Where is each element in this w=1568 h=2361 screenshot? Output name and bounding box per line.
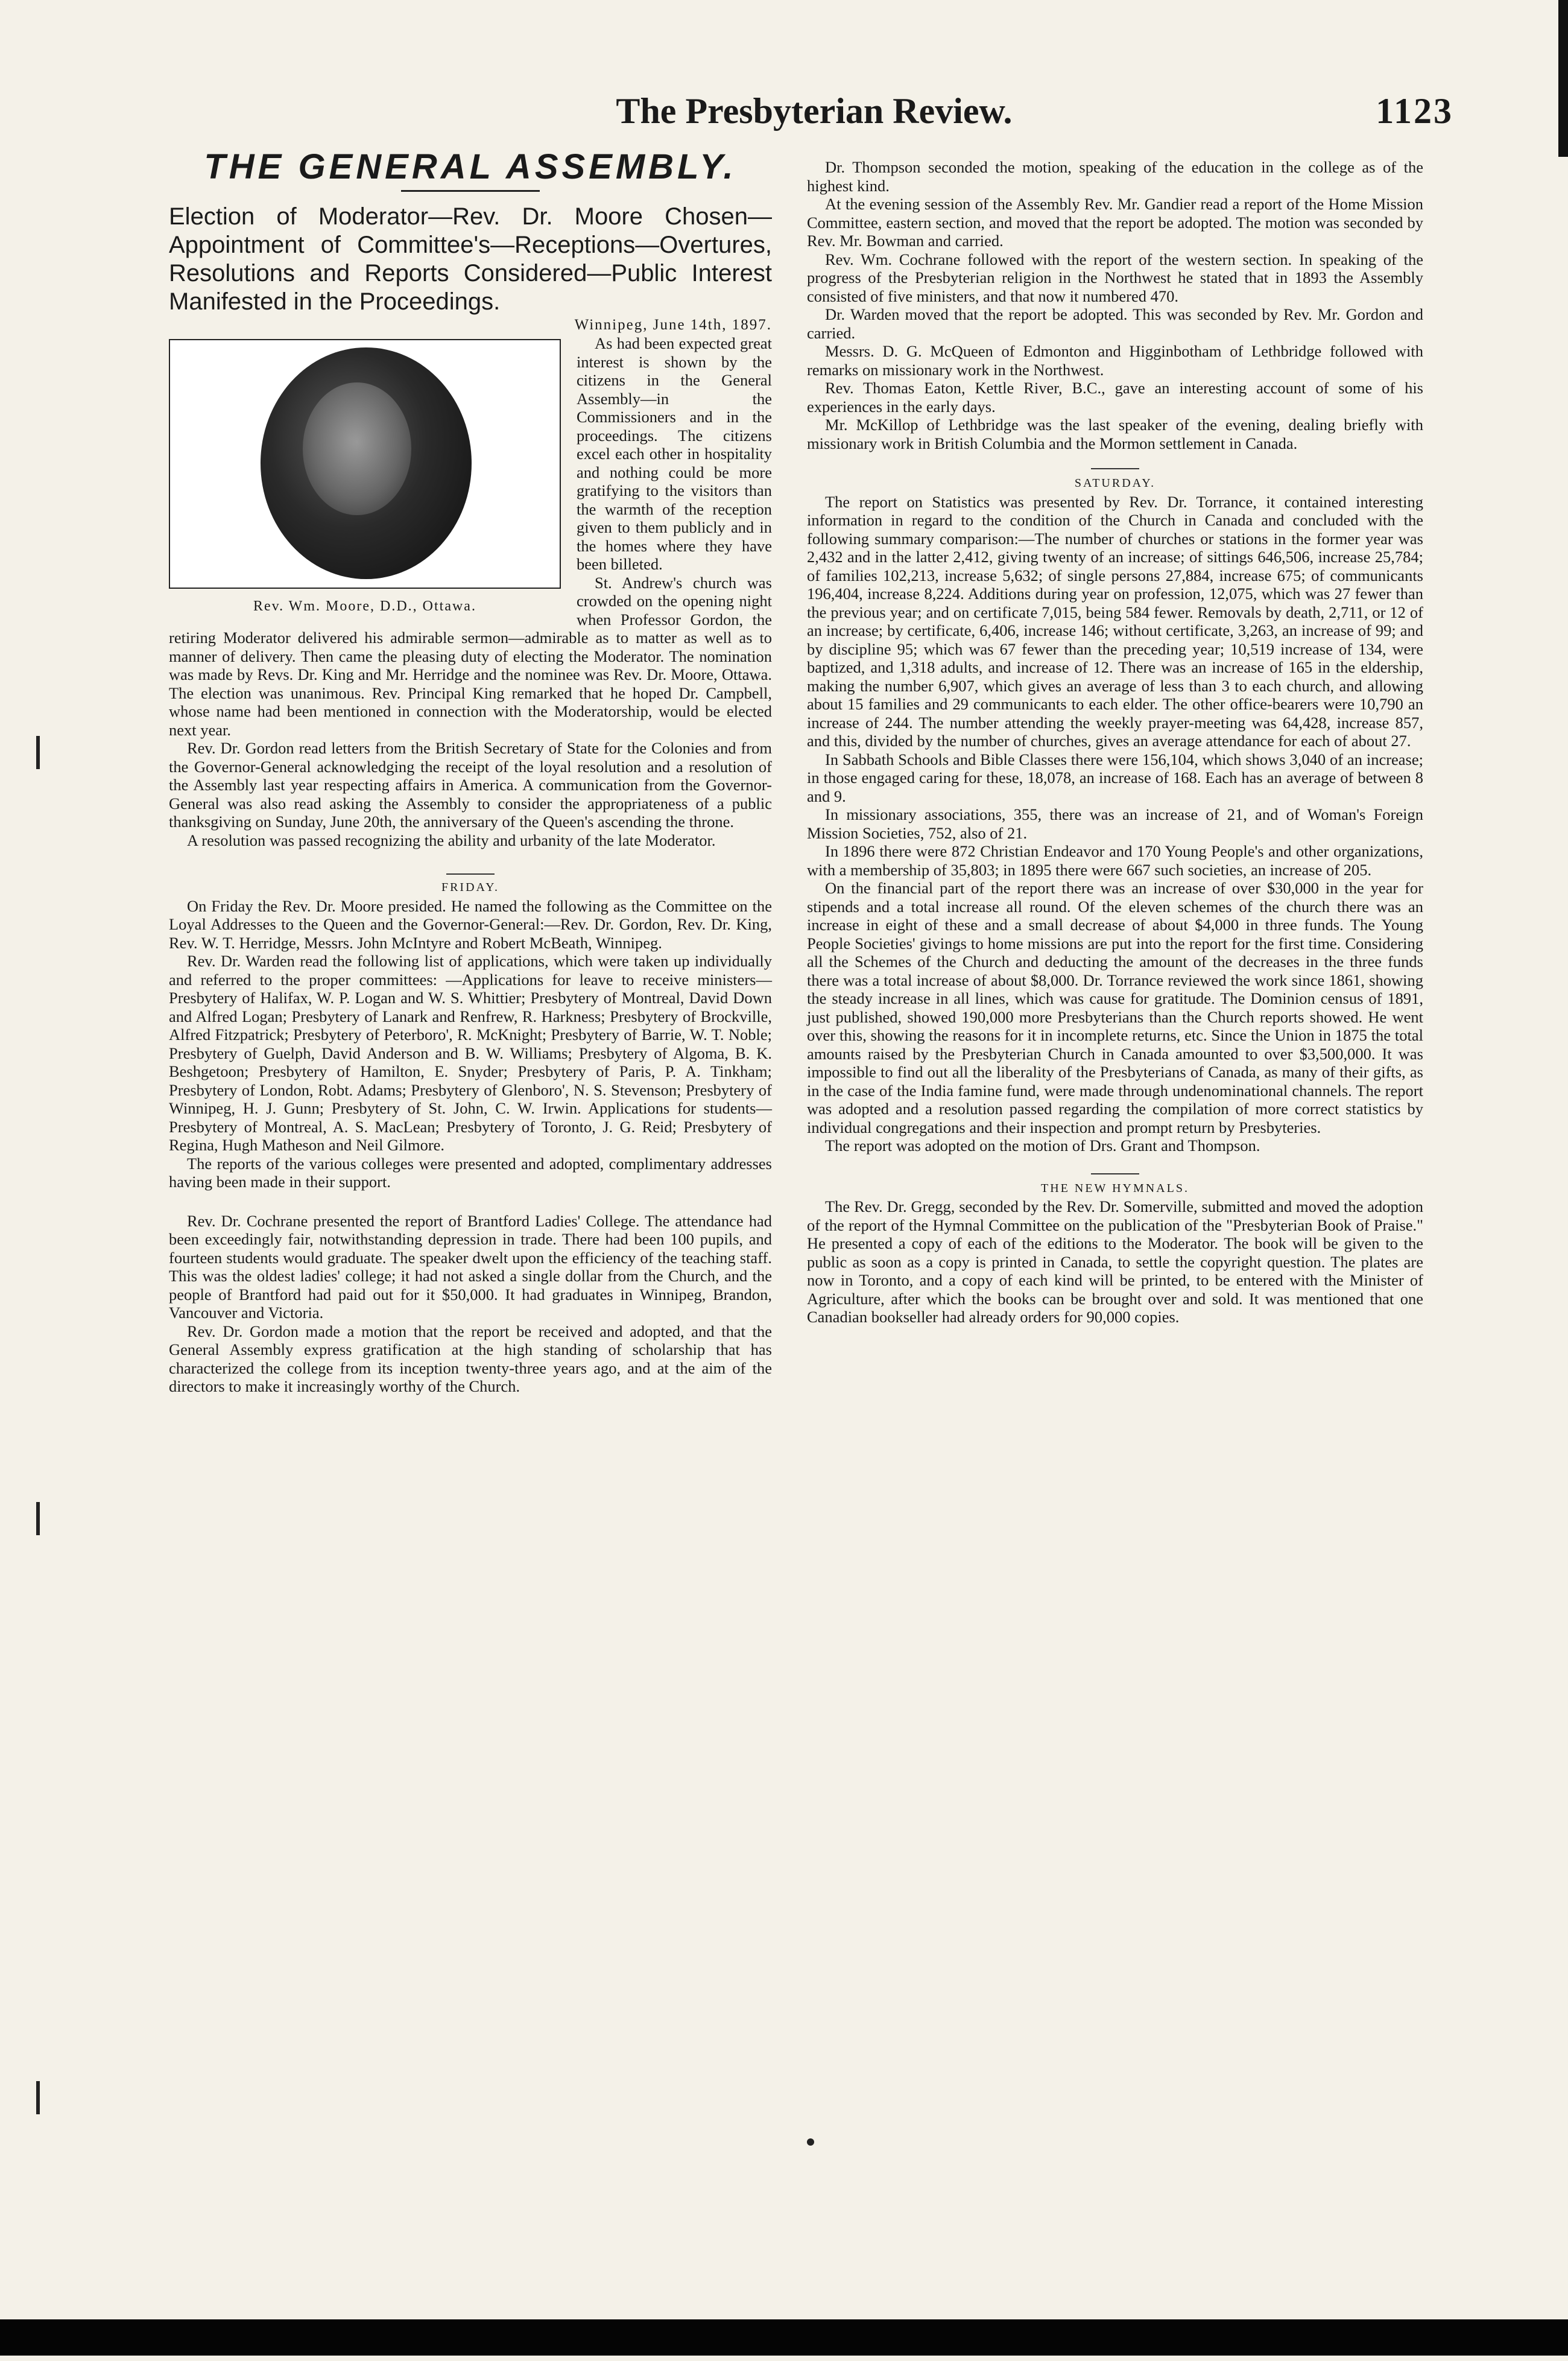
section-heading-saturday: SATURDAY.	[1074, 477, 1156, 490]
portrait-caption: Rev. Wm. Moore, D.D., Ottawa.	[253, 598, 476, 614]
paragraph: Rev. Dr. Gordon read letters from the British Secretary of State for the Colonies and from the Governor-General acknowledging the receipt of the loyal resolution and a resolution of the Assembly last year respecting affairs in America. A communication from the Governor-General was also read asking the Assembly to consider the appropriateness of a public thanksgiving on Sunday, June 20th, the anniversary of the Queen's ascending the throne.	[169, 739, 772, 831]
paragraph: The report on Statistics was presented by Rev. Dr. Torrance, it contained interesting information in regard to the condition of the Church in Canada and concluded with the following summary comparison:—The number of churches or stations in the former year was 2,432 and in the latter 2,412, giving twenty of an increase; of sittings 646,506, increase 25,784; of families 102,213, increase 5,632; of single persons 27,884, increase 675; of communicants 196,404, increase 8,224. Additions during year on profession, 12,075, which was 27 fewer than the previous year; and on certificate 7,015, being 584 fewer. Removals by death, 2,711, or 12 of an increase; by certificate, 6,406, increase 146; without certificate, 3,263, an increase of 99; and by discipline 95; which was 67 fewer than the preceding year; 10,519 increase of 134, were baptized, and 1,318 adults, and increase of 12. There was an increase of 165 in the eldership, making the number 6,907, which gives an average of less than 3 to each church, and allowing about 15 families and 29 communicants to each elder. The other office-bearers were 10,790 an increase of 244. The number attending the weekly prayer-meeting was 64,428, increase 857, and this, divided by the number of churches, gives an average attendance for each of about 27.	[807, 492, 1423, 750]
dateline: Winnipeg, June 14th, 1897.	[574, 316, 772, 333]
paragraph: In Sabbath Schools and Bible Classes there were 156,104, which shows 3,040 of an increase; in those engaged caring for these, 18,078, an increase of 168. Each has an average of between 8 and 9.	[807, 750, 1423, 805]
section-rule	[1091, 1173, 1139, 1174]
article-subtitle: Election of Moderator—Rev. Dr. Moore Chosen—Appointment of Committee's—Receptions—Overtures, Resolutions and Reports Considered—Public Interest Manifested in the Proceedings.	[169, 203, 772, 315]
page-header	[169, 90, 1459, 139]
paragraph: Dr. Warden moved that the report be adopted. This was seconded by Rev. Mr. Gordon and carried.	[807, 305, 1423, 342]
journal-title: The Presbyterian Review.	[616, 91, 1013, 131]
section-rule	[1091, 468, 1139, 469]
paragraph: Rev. Wm. Cochrane followed with the report of the western section. In speaking of the progress of the Presbyterian religion in the Northwest he stated that in 1893 the Assembly consisted of five ministers, and that now it numbered 470.	[807, 250, 1423, 305]
paragraph: The report was adopted on the motion of Drs. Grant and Thompson.	[825, 1136, 1260, 1155]
heading-rule	[401, 190, 540, 192]
paragraph: Rev. Thomas Eaton, Kettle River, B.C., gave an interesting account of some of his experiences in the early days.	[807, 379, 1423, 416]
paragraph: The Rev. Dr. Gregg, seconded by the Rev. Dr. Somerville, submitted and moved the adoption of the report of the Hymnal Committee on the publication of the "Presbyterian Book of Praise." He presented a copy of each of the editions to the Moderator. The book will be given to the public as soon as a copy is printed in Canada, to settle the copyright question. The plates are now in Toronto, and a copy of each kind will be printed, to be entered with the Minister of Agriculture, after which the books can be brought over and sold. It was mentioned that one Canadian bookseller had already orders for 90,000 copies.	[807, 1197, 1423, 1326]
page-bottom-edge	[0, 2319, 1568, 2356]
paragraph: On Friday the Rev. Dr. Moore presided. He named the following as the Committee on the Loyal Addresses to the Queen and the Governor-General:—Rev. Dr. Gordon, Rev. Dr. King, Rev. W. T. Herridge, Messrs. John McIntyre and Robert McBeath, Winnipeg.	[169, 896, 772, 952]
ink-dot	[807, 2138, 814, 2146]
paragraph: Rev. Dr. Warden read the following list of applications, which were taken up individually and referred to the proper committees: —Applications for leave to receive ministers—Presbytery of Halifax, W. P. Logan and W. S. Whittier; Presbytery of Montreal, David Down and Alfred Logan; Presbytery of Lanark and Renfrew, R. Harkness; Presbytery of Brockville, Alfred Fitzpatrick; Presbytery of Peterboro', R. McKnight; Presbytery of Barrie, W. T. Noble; Presbytery of Guelph, David Anderson and B. W. Williams; Presbytery of Algoma, B. K. Beshgetoon; Presbytery of Hamilton, E. Snyder; Presbytery of Paris, P. A. Tinkham; Presbytery of London, Robt. Adams; Presbytery of Glenboro', N. S. Stevenson; Presbytery of Winnipeg, H. J. Gunn; Presbytery of St. John, C. W. Irwin. Applications for students—Presbytery of Montreal, A. S. MacLean; Presbytery of Toronto, J. G. Reid; Presbytery of Regina, Hugh Matheson and Neil Gilmore.	[169, 952, 772, 1154]
paragraph: Mr. McKillop of Lethbridge was the last speaker of the evening, dealing briefly with missionary work in British Columbia and the Mormon settlement in Canada.	[807, 416, 1423, 452]
portrait-image	[169, 339, 561, 589]
section-heading-friday: FRIDAY.	[441, 881, 500, 894]
section-rule	[446, 873, 495, 875]
paragraph: At the evening session of the Assembly Rev. Mr. Gandier read a report of the Home Mission Committee, eastern section, and moved that the report be adopted. The motion was seconded by Rev. Mr. Bowman and carried.	[807, 195, 1423, 250]
left-column	[169, 147, 772, 1396]
page-number: 1123	[1376, 91, 1453, 131]
margin-mark	[36, 1502, 40, 1535]
paragraph: As had been expected great interest is shown by the citizens in the General Assembly—in the Commissioners and in the proceedings. The citizens excel each other in hospitality and nothing could be more gratifying to the visitors than the warmth of the reception given to them publicly and in the homes where they have been billeted.	[577, 334, 772, 573]
scan-edge	[1558, 0, 1568, 157]
paragraph: Messrs. D. G. McQueen of Edmonton and Higginbotham of Lethbridge followed with remarks on missionary work in the Northwest.	[807, 342, 1423, 379]
section-heading-hymnals: THE NEW HYMNALS.	[1041, 1181, 1189, 1195]
margin-mark	[36, 736, 40, 769]
margin-mark	[36, 2081, 40, 2114]
paragraph: Rev. Dr. Cochrane presented the report of Brantford Ladies' College. The attendance had been exceedingly fair, notwithstanding depression in trade. There had been 100 pupils, and fourteen students would graduate. The speaker dwelt upon the efficiency of the teaching staff. This was the oldest ladies' college; it had not asked a single dollar from the Church, and the people of Brantford had paid out for it $50,000. It had graduates in Winnipeg, Brandon, Vancouver and Victoria.	[169, 1211, 772, 1322]
right-column	[807, 158, 1423, 1326]
paragraph: The reports of the various colleges were presented and adopted, complimentary addresses having been made in their support.	[169, 1154, 772, 1191]
paragraph: On the financial part of the report there was an increase of over $30,000 in the year for stipends and a total increase all round. Of the eleven schemes of the church there was an increase in eight of these and a small decrease of about $4,000 in three funds. The Young People Societies' givings to home missions are put into the report for the first time. Considering all the Schemes of the Church and deducting the amount of the decreases in the three funds there was a total increase of about $8,000. Dr. Torrance reviewed the work since 1861, showing the steady increase in all lines, which was cause for gratitude. The Dominion census of 1891, just published, showed 190,000 more Presbyterians than the Church reports showed. He went over this, showing the reasons for it in incomplete returns, etc. Since the Union in 1875 the total amounts raised by the Presbyterian Church in Canada amounted to over $3,500,000. It was impossible to find out all the liberality of the Presbyterians of Canada, as many of their gifts, as in the case of the India famine fund, were made through undenominational channels. The report was adopted and a resolution passed regarding the compilation of more correct statistics by individual congregations and their inspection and prompt return by Presbyteries.	[807, 879, 1423, 1136]
paragraph: A resolution was passed recognizing the ability and urbanity of the late Moderator.	[187, 831, 716, 849]
paragraph: St. Andrew's church was crowded on the opening night when Professor Gordon, the retiring Moderator delivered his admirable sermon—admirable as to matter as well as to manner of delivery. Then came the pleasing duty of electing the Moderator. The nomination was made by Revs. Dr. King and Mr. Herridge and the nominee was Rev. Dr. Moore, Ottawa. The election was unanimous. Rev. Principal King remarked that he hoped Dr. Campbell, whose name had been mentioned in connection with the Moderatorship, would be elected next year.	[169, 573, 772, 739]
paragraph: Rev. Dr. Gordon made a motion that the report be received and adopted, and that the General Assembly express gratification at the high standing of scholarship that has characterized the college from its inception twenty-three years ago, and at the aim of the directors to make it increasingly worthy of the Church.	[169, 1322, 772, 1395]
paragraph: In missionary associations, 355, there was an increase of 21, and of Woman's Foreign Mission Societies, 752, also of 21.	[807, 805, 1423, 842]
paragraph: Dr. Thompson seconded the motion, speaking of the education in the college as of the highest kind.	[807, 158, 1423, 195]
article-heading: THE GENERAL ASSEMBLY.	[204, 147, 737, 186]
paragraph: In 1896 there were 872 Christian Endeavor and 170 Young People's and other organizations, with a membership of 35,803; in 1895 there were 667 such societies, an increase of 205.	[807, 842, 1423, 879]
portrait-figure	[169, 339, 561, 616]
